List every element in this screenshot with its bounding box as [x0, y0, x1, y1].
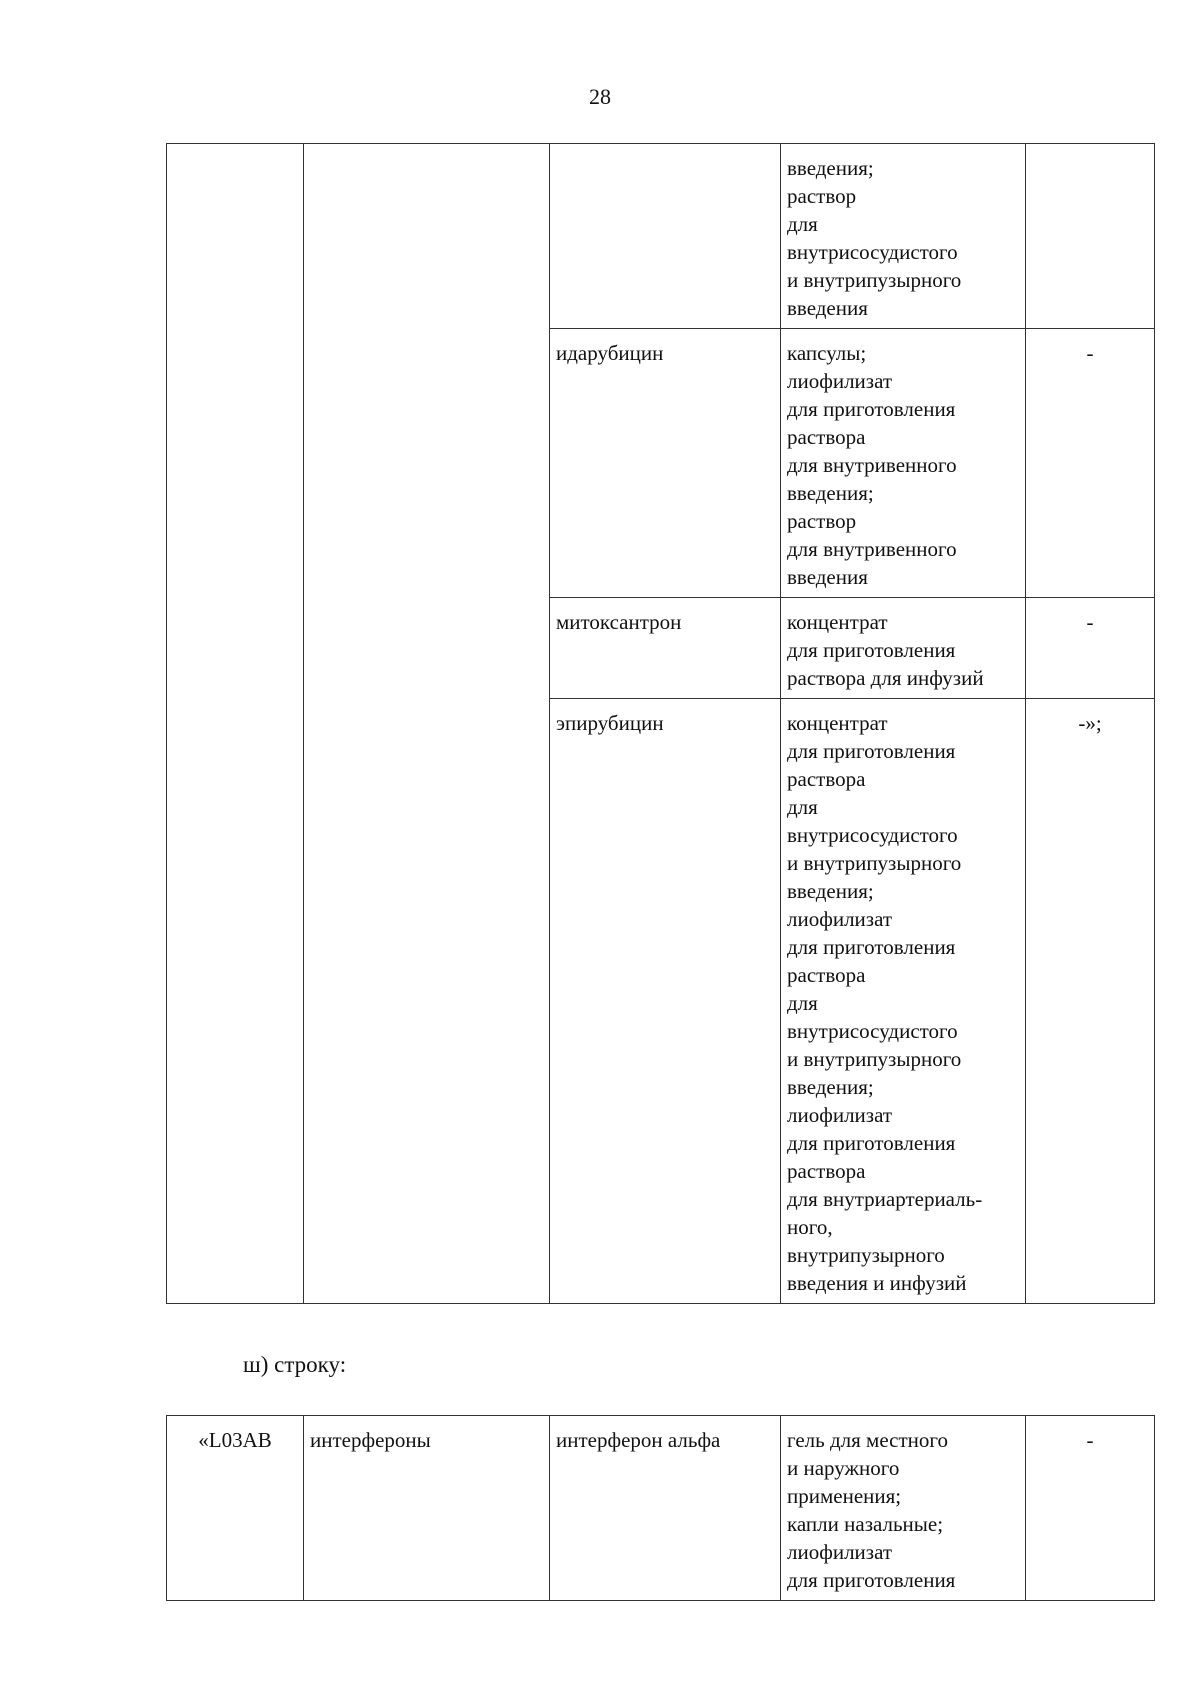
form-line: и наружного — [787, 1456, 900, 1480]
form-line: введения; — [787, 879, 874, 903]
form-line: для — [787, 991, 818, 1015]
form-line: и внутрипузырного — [787, 1047, 962, 1071]
atc-code-cell: «L03AB — [167, 1416, 304, 1601]
form-line: для приготовления — [787, 397, 956, 421]
form-line: внутрисосудистого — [787, 240, 958, 264]
note-cell: - — [1026, 329, 1155, 598]
form-line: раствора — [787, 963, 866, 987]
dosage-form-cell — [781, 329, 1026, 598]
form-line: для внутривенного — [787, 537, 957, 561]
form-line: ного, — [787, 1215, 833, 1239]
form-line: и внутрипузырного — [787, 268, 962, 292]
form-line: для приготовления — [787, 638, 956, 662]
form-line: для — [787, 795, 818, 819]
pharmacological-group-cell: интерфероны — [304, 1416, 550, 1601]
form-line: введения; — [787, 1075, 874, 1099]
form-line: лиофилизат — [787, 1540, 893, 1564]
form-line: раствора для инфузий — [787, 666, 984, 690]
dosage-form-cell — [781, 1416, 1026, 1601]
dosage-form-cell — [781, 144, 1026, 329]
form-line: гель для местного — [787, 1428, 948, 1452]
form-line: введения — [787, 565, 868, 589]
form-line: концентрат — [787, 610, 888, 634]
drug-name-cell: интерферон альфа — [550, 1416, 781, 1601]
form-line: и внутрипузырного — [787, 851, 962, 875]
form-line: для приготовления — [787, 1131, 956, 1155]
form-line: лиофилизат — [787, 369, 893, 393]
table-row — [167, 1416, 1155, 1601]
form-line: раствор — [787, 184, 857, 208]
form-line: капсулы; — [787, 341, 867, 365]
form-line: введения и инфузий — [787, 1271, 967, 1295]
form-line: раствор — [787, 509, 857, 533]
form-line: лиофилизат — [787, 1103, 893, 1127]
form-line: внутрипузырного — [787, 1243, 945, 1267]
form-line: применения; — [787, 1484, 902, 1508]
note-cell: - — [1026, 598, 1155, 699]
form-line: введения — [787, 296, 868, 320]
drug-name-cell — [550, 144, 781, 329]
form-line: для приготовления — [787, 1568, 956, 1592]
form-line: раствора — [787, 1159, 866, 1183]
pharmacological-group-cell — [304, 144, 550, 1304]
form-line: раствора — [787, 425, 866, 449]
atc-code-cell — [167, 144, 304, 1304]
page-number: 28 — [589, 84, 611, 109]
form-line: введения; — [787, 481, 874, 505]
section-caption: ш) строку: — [243, 1352, 347, 1377]
form-line: внутрисосудистого — [787, 823, 958, 847]
form-line: концентрат — [787, 711, 888, 735]
form-line: раствора — [787, 767, 866, 791]
form-line: лиофилизат — [787, 907, 893, 931]
form-line: для приготовления — [787, 935, 956, 959]
form-line: внутрисосудистого — [787, 1019, 958, 1043]
note-cell: - — [1026, 1416, 1155, 1601]
dosage-form-cell — [781, 598, 1026, 699]
form-line: введения; — [787, 156, 874, 180]
form-line: для — [787, 212, 818, 236]
form-line: для внутривенного — [787, 453, 957, 477]
form-line: для приготовления — [787, 739, 956, 763]
note-cell: -»; — [1026, 699, 1155, 1304]
table-row — [167, 144, 1155, 329]
note-cell — [1026, 144, 1155, 329]
form-line: капли назальные; — [787, 1512, 944, 1536]
drug-table-new-row — [166, 1415, 1155, 1601]
drug-name-cell: идарубицин — [550, 329, 781, 598]
drug-table-continued — [166, 143, 1155, 1304]
dosage-form-cell — [781, 699, 1026, 1304]
drug-name-cell: эпирубицин — [550, 699, 781, 1304]
drug-name-cell: митоксантрон — [550, 598, 781, 699]
form-line: для внутриартериаль- — [787, 1187, 983, 1211]
